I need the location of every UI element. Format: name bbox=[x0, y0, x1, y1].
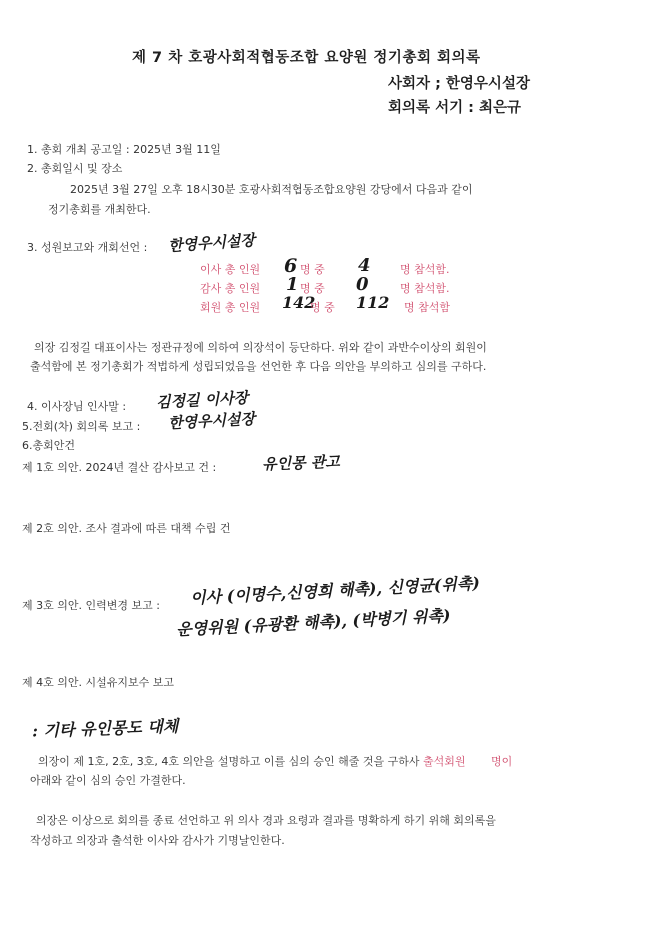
agenda-1-handwritten: 유인몽 관고 bbox=[261, 452, 340, 474]
item-5-heading: 5.전회(차) 회의록 보고 : bbox=[22, 420, 141, 433]
approval-count-suffix: 명이 bbox=[490, 755, 513, 768]
recorder-line: 회의록 서기 : 최은규 bbox=[388, 100, 521, 116]
item-1-notice-date: 1. 총회 개최 공고일 : 2025년 3월 11일 bbox=[27, 143, 221, 156]
members-mid: 명 중 bbox=[310, 301, 335, 314]
members-end: 명 참석함 bbox=[404, 301, 451, 314]
doc-title: 제 7 차 호광사회적협동조합 요양원 정기총회 회의록 bbox=[132, 50, 481, 66]
approval-line1-text: 의장이 제 1호, 2호, 3호, 4호 의안을 설명하고 이를 심의 승인 해줄 것을 구하사 bbox=[38, 755, 420, 768]
directors-label: 이사 총 인원 bbox=[200, 263, 261, 276]
approval-attendees-label: 출석회원 bbox=[422, 755, 466, 768]
auditors-total: 1 bbox=[286, 274, 299, 295]
item-2-body-line2: 정기총회를 개최한다. bbox=[48, 203, 151, 216]
members-total: 142 bbox=[282, 293, 316, 312]
directors-mid: 명 중 bbox=[300, 263, 325, 276]
members-present: 112 bbox=[356, 293, 390, 312]
directors-present: 4 bbox=[358, 255, 371, 276]
agenda-1: 제 1호 의안. 2024년 결산 감사보고 건 : bbox=[22, 461, 217, 474]
approval-line2: 아래와 같이 심의 승인 가결한다. bbox=[30, 774, 186, 787]
agenda-2: 제 2호 의안. 조사 결과에 따른 대책 수립 건 bbox=[22, 522, 231, 535]
item-4-heading: 4. 이사장님 인사말 : bbox=[27, 400, 127, 413]
agenda-3-handwritten-line2: 운영위원 (유광환 해촉), (박병기 위촉) bbox=[175, 605, 451, 640]
item-4-handwritten-name: 김정길 이사장 bbox=[155, 388, 249, 412]
presider-line: 사회자 ; 한영우시설장 bbox=[388, 76, 530, 92]
agenda-3-handwritten-line1: 이사 (이명수,신영희 해촉), 신영균(위촉) bbox=[189, 573, 481, 608]
directors-end: 명 참석함. bbox=[400, 263, 450, 276]
directors-total: 6 bbox=[284, 255, 298, 277]
item-2-heading: 2. 총회일시 및 장소 bbox=[27, 162, 123, 175]
approval-line1 bbox=[38, 753, 512, 769]
item-5-handwritten-name: 한영우시설장 bbox=[167, 409, 256, 433]
closing-line2: 작성하고 의장과 출석한 이사와 감사가 기명날인한다. bbox=[30, 834, 285, 847]
closing-line1: 의장은 이상으로 회의를 종료 선언하고 위 의사 경과 요령과 결과를 명확하게 하기 위해 회의록을 bbox=[36, 814, 496, 827]
auditors-end: 명 참석함. bbox=[400, 282, 450, 295]
item-2-body-line1: 2025년 3월 27일 오후 18시30분 호광사회적협동조합요양원 강당에서 다음과 같이 bbox=[70, 183, 473, 196]
auditors-label: 감사 총 인원 bbox=[200, 282, 261, 295]
item-3-handwritten-name: 한영우시설장 bbox=[167, 230, 256, 256]
agenda-4: 제 4호 의안. 시설유지보수 보고 bbox=[22, 676, 174, 689]
auditors-present: 0 bbox=[356, 274, 369, 295]
members-label: 회원 총 인원 bbox=[200, 301, 261, 314]
agenda-3: 제 3호 의안. 인력변경 보고 : bbox=[22, 599, 160, 612]
chair-paragraph-line2: 출석함에 본 정기총회가 적법하게 성립되었음을 선언한 후 다음 의안을 부의하고 심의를 구하다. bbox=[30, 360, 487, 373]
auditors-mid: 명 중 bbox=[300, 282, 325, 295]
item-3-heading: 3. 성원보고와 개회선언 : bbox=[27, 241, 148, 254]
other-handwritten-note: : 기타 유인몽도 대체 bbox=[31, 716, 179, 741]
item-6-heading: 6.총회안건 bbox=[22, 439, 75, 452]
chair-paragraph-line1: 의장 김정길 대표이사는 정관규정에 의하여 의장석이 등단하다. 위와 같이 과반수이상의 회원이 bbox=[34, 341, 487, 354]
